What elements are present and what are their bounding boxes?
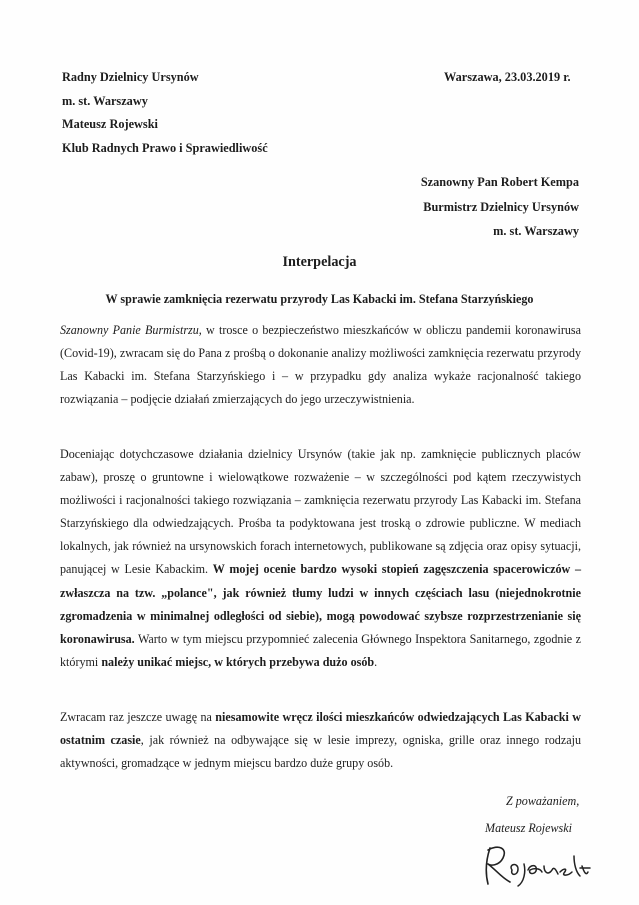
paragraph-1: [60, 319, 581, 411]
paragraph-2-text-3: .: [374, 654, 378, 669]
paragraph-3-text-2: , jak również na odbywające się w lesie imprezy, ogniska, grille oraz innego rodzaju aktywności, gromadzące w jednym miejscu bardzo duże grupy osób.: [60, 733, 581, 771]
paragraph-3-text-1: Zwracam raz jeszcze uwagę na: [60, 710, 216, 724]
recipient-block: [421, 170, 579, 244]
document-subject: W sprawie zamknięcia rezerwatu przyrody Las Kabacki im. Stefana Starzyńskiego: [105, 292, 534, 306]
sender-line-1: Radny Dzielnicy Ursynów: [62, 70, 199, 84]
closing-phrase: Z poważaniem,: [506, 794, 580, 808]
paragraph-1-text: w trosce o bezpieczeństwo mieszkańców w obliczu pandemii koronawirusa (Covid-19), zwracam się do Pana z prośbą o dokonanie analizy możliwości zamknięcia rezerwatu przyrody Las Kabacki im. Stefana Starzyńskiego i – w przypadku gdy analiza wykaże racjonalność takiego rozwiązania – podjęcie działań zmierzających do jego urzeczywistnienia.: [60, 323, 581, 407]
document-title: Interpelacja: [282, 254, 357, 270]
handwritten-signature: [476, 838, 606, 890]
paragraph-2-text-1: Doceniając dotychczasowe działania dzielnicy Ursynów (takie jak np. zamknięcie publicznych placów zabaw), proszę o gruntowne i wielowątkowe rozważenie – w szczególności pod kątem rzeczywistych możliwości i racjonalności takiego rozwiązania – zamknięcia rezerwatu przyrody Las Kabacki im. Stefana Starzyńskiego dla odwiedzających. Prośba ta podyktowana jest troską o zdrowie publiczne. W mediach lokalnych, jak również na ursynowskich forach internetowych, publikowane są zdjęcia oraz opisy sytuacji, panującej w Lesie Kabackim.: [60, 447, 581, 577]
sender-block: [62, 66, 268, 160]
paragraph-2-text-2: Warto w tym miejscu przypomnieć zalecenia Głównego Inspektora Sanitarnego, zgodnie z którymi: [60, 631, 581, 669]
paragraph-3: [60, 706, 581, 775]
recipient-line-2: Burmistrz Dzielnicy Ursynów: [423, 199, 579, 214]
sender-line-4: Klub Radnych Prawo i Sprawiedliwość: [62, 140, 268, 155]
salutation: Szanowny Panie Burmistrzu,: [60, 323, 202, 337]
paragraph-2-bold-2: należy unikać miejsc, w których przebywa dużo osób: [101, 654, 375, 669]
recipient-line-1: Szanowny Pan Robert Kempa: [420, 175, 579, 189]
sender-line-2: m. st. Warszawy: [62, 93, 148, 108]
signature-name: Mateusz Rojewski: [485, 821, 572, 835]
sender-line-3: Mateusz Rojewski: [62, 117, 158, 132]
letter-date: Warszawa, 23.03.2019 r.: [444, 70, 571, 84]
recipient-line-3: m. st. Warszawy: [493, 224, 579, 238]
paragraph-2-bold-1: W mojej ocenie bardzo wysoki stopień zagęszczenia spacerowiczów – zwłaszcza na tzw. „polance", jak również tłumy ludzi w innych częściach lasu (niejednokrotnie zgromadzenia w minimalnej odległości od siebie), mogą powodować szybsze rozprzestrzenianie się koronawirusa.: [60, 562, 581, 646]
paragraph-3-bold-1: niesamowite wręcz ilości mieszkańców odwiedzających Las Kabacki w ostatnim czasie: [60, 710, 582, 748]
paragraph-2: [60, 443, 581, 674]
